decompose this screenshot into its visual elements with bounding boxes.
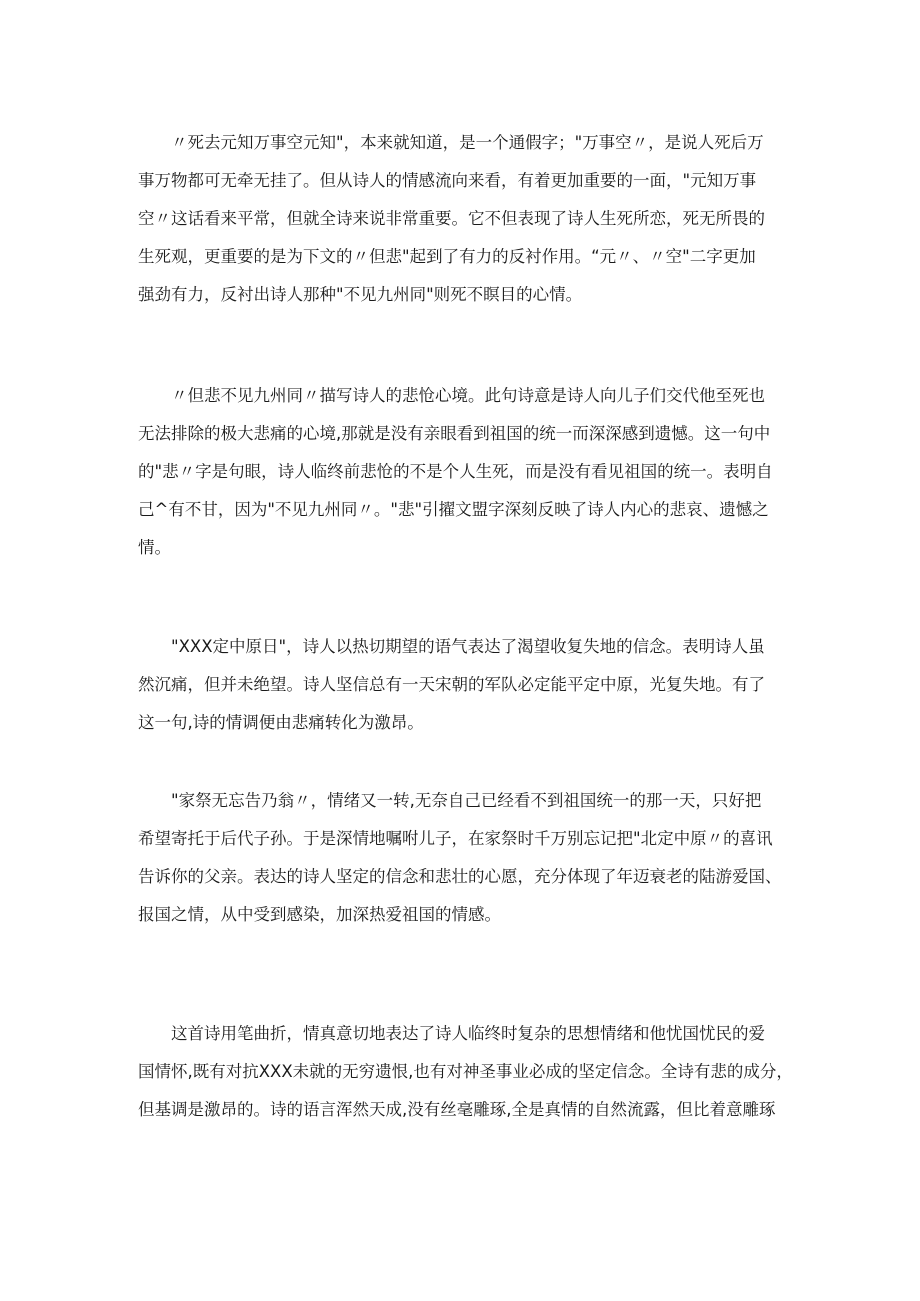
paragraph-yuan-zhi-wan-shi-kong — [138, 124, 798, 314]
text-line: 这首诗用笔曲折，情真意切地表达了诗人临终时复杂的思想情绪和他忧国忧民的爱 — [138, 1024, 765, 1043]
text-line: 但基调是激昂的。诗的语言浑然天成,没有丝毫雕琢,全是真情的自然流露，但比着意雕琢 — [138, 1100, 776, 1119]
text-line: 希望寄托于后代子孙。于是深情地嘱咐儿子，在家祭时千万别忘记把"北定中原〃的喜讯 — [138, 829, 773, 848]
paragraph-dan-bei-bu-jian-jiu-zhou-tong — [138, 377, 798, 567]
text-line: 然沉痛，但并未绝望。诗人坚信总有一天宋朝的军队必定能平定中原，光复失地。有了 — [138, 675, 765, 694]
text-line: 国情怀,既有对抗XXX未就的无穷遗恨,也有对神圣事业必成的坚定信念。全诗有悲的成分， — [138, 1062, 793, 1081]
text-line: 无法排除的极大悲痛的心境,那就是没有亲眼看到祖国的统一而深深感到遗憾。这一句中 — [138, 424, 771, 443]
text-line: 〃但悲不见九州同〃描写诗人的悲怆心境。此句诗意是诗人向儿子们交代他至死也 — [138, 386, 765, 405]
text-line: 己^有不甘，因为"不见九州同〃。"悲"引擢文盟字深刻反映了诗人内心的悲哀、遗憾之 — [138, 500, 769, 519]
text-line: 事万物都可无牵无挂了。但从诗人的情感流向来看，有着更加重要的一面，"元知万事 — [138, 171, 757, 190]
text-line: "家祭无忘告乃翁〃，情绪又一转,无奈自己已经看不到祖国统一的那一天，只好把 — [138, 791, 762, 810]
text-line: 情。 — [138, 538, 171, 557]
text-line: 〃死去元知万事空元知"，本来就知道，是一个通假字；"万事空〃，是说人死后万 — [138, 133, 764, 152]
text-line: 空〃这话看来平常，但就全诗来说非常重要。它不但表现了诗人生死所恋，死无所畏的 — [138, 209, 765, 228]
paragraph-summary — [138, 1015, 798, 1129]
text-line: 的"悲〃字是句眼，诗人临终前悲怆的不是个人生死，而是没有看见祖国的统一。表明自 — [138, 462, 773, 481]
text-line: 强劲有力，反衬出诗人那种"不见九州同"则死不瞑目的心情。 — [138, 285, 583, 304]
text-line: 这一句,诗的情调便由悲痛转化为激昂。 — [138, 713, 424, 732]
paragraph-ding-zhong-yuan-ri — [138, 628, 798, 742]
text-line: 报国之情，从中受到感染，加深热爱祖国的情感。 — [138, 905, 501, 924]
paragraph-jia-ji-wu-wang-gao-nai-weng — [138, 782, 798, 934]
text-line: "XXX定中原日"，诗人以热切期望的语气表达了渴望收复失地的信念。表明诗人虽 — [138, 637, 765, 656]
text-line: 生死观，更重要的是为下文的〃但悲"起到了有力的反衬作用。“元〃、〃空"二字更加 — [138, 247, 756, 266]
text-line: 告诉你的父亲。表达的诗人坚定的信念和悲壮的心愿，充分体现了年迈衰老的陆游爱国、 — [138, 867, 782, 886]
